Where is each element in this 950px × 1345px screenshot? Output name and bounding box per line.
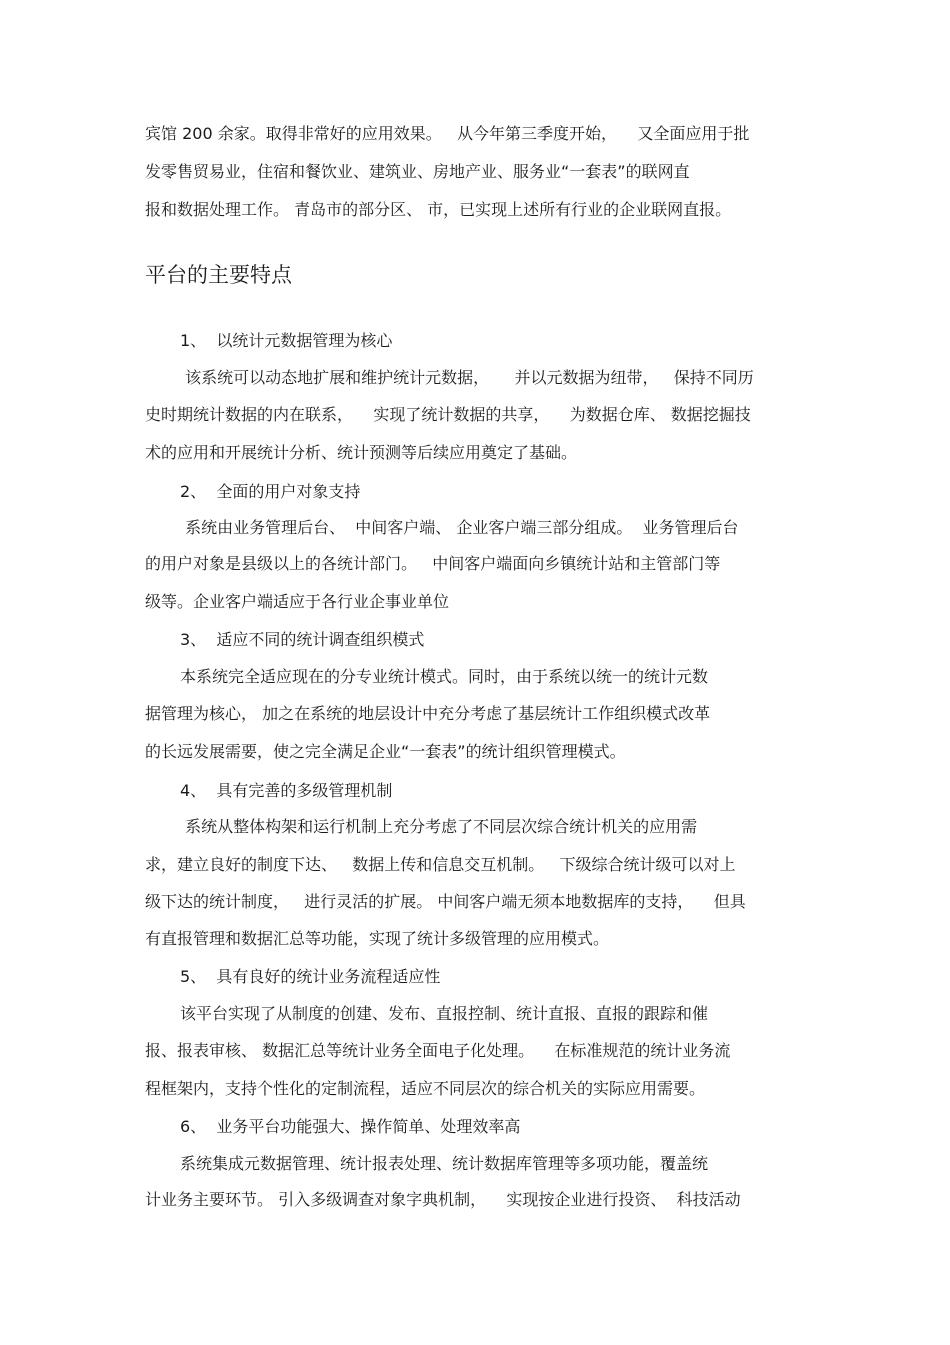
feature-3-line-2: 据管理为核心， 加之在系统的地层设计中充分考虑了基层统计工作组织模式改革 [145, 704, 711, 723]
feature-5-line-1: 该平台实现了从制度的创建、发布、直报控制、统计直报、直报的跟踪和催 [180, 1004, 709, 1023]
feature-4-line-3: 级下达的统计制度， 进行灵活的扩展。 中间客户端无须本地数据库的支持， 但具 [145, 892, 746, 911]
feature-6-title: 6、 业务平台功能强大、操作简单、处理效率高 [180, 1117, 521, 1136]
feature-5-title: 5、 具有良好的统计业务流程适应性 [180, 967, 441, 986]
feature-2-title: 2、 全面的用户对象支持 [180, 482, 361, 501]
feature-1-title: 1、 以统计元数据管理为核心 [180, 331, 393, 350]
feature-2-line-2: 的用户对象是县级以上的各统计部门。 中间客户端面向乡镇统计站和主管部门等 [145, 554, 721, 573]
intro-line-2: 发零售贸易业，住宿和餐饮业、建筑业、房地产业、服务业“一套表”的联网直 [145, 162, 690, 181]
feature-3-title: 3、 适应不同的统计调查组织模式 [180, 630, 425, 649]
feature-4-line-1: 系统从整体构架和运行机制上充分考虑了不同层次综合统计机关的应用需 [180, 817, 698, 836]
feature-6-line-2: 计业务主要环节。 引入多级调查对象字典机制， 实现按企业进行投资、 科技活动 [145, 1190, 741, 1209]
feature-4-title: 4、 具有完善的多级管理机制 [180, 781, 393, 800]
feature-2-line-1: 系统由业务管理后台、 中间客户端、 企业客户端三部分组成。 业务管理后台 [180, 518, 739, 537]
section-title: 平台的主要特点 [145, 263, 292, 287]
feature-1-line-3: 术的应用和开展统计分析、统计预测等后续应用奠定了基础。 [145, 443, 578, 462]
feature-3-line-1: 本系统完全适应现在的分专业统计模式。同时，由于系统以统一的统计元数 [180, 667, 709, 686]
feature-3-line-3: 的长远发展需要，使之完全满足企业“一套表”的统计组织管理模式。 [145, 742, 626, 761]
feature-1-line-2: 史时期统计数据的内在联系， 实现了统计数据的共享， 为数据仓库、 数据挖掘技 [145, 405, 751, 424]
feature-6-line-1: 系统集成元数据管理、统计报表处理、统计数据库管理等多项功能，覆盖统 [180, 1154, 709, 1173]
feature-4-line-2: 求，建立良好的制度下达、 数据上传和信息交互机制。 下级综合统计级可以对上 [145, 855, 736, 874]
feature-5-line-2: 报、报表审核、 数据汇总等统计业务全面电子化处理。 在标准规范的统计业务流 [145, 1041, 731, 1060]
feature-5-line-3: 程框架内，支持个性化的定制流程，适应不同层次的综合机关的实际应用需要。 [145, 1079, 706, 1098]
feature-2-line-3: 级等。企业客户端适应于各行业企事业单位 [145, 592, 450, 611]
intro-line-3: 报和数据处理工作。 青岛市的部分区、 市，已实现上述所有行业的企业联网直报。 [145, 200, 732, 219]
intro-line-1: 宾馆 200 余家。取得非常好的应用效果。 从今年第三季度开始， 又全面应用于批 [145, 124, 750, 143]
feature-1-line-1: 该系统可以动态地扩展和维护统计元数据， 并以元数据为纽带， 保持不同历 [180, 368, 754, 387]
feature-4-line-4: 有直报管理和数据汇总等功能，实现了统计多级管理的应用模式。 [145, 929, 610, 948]
